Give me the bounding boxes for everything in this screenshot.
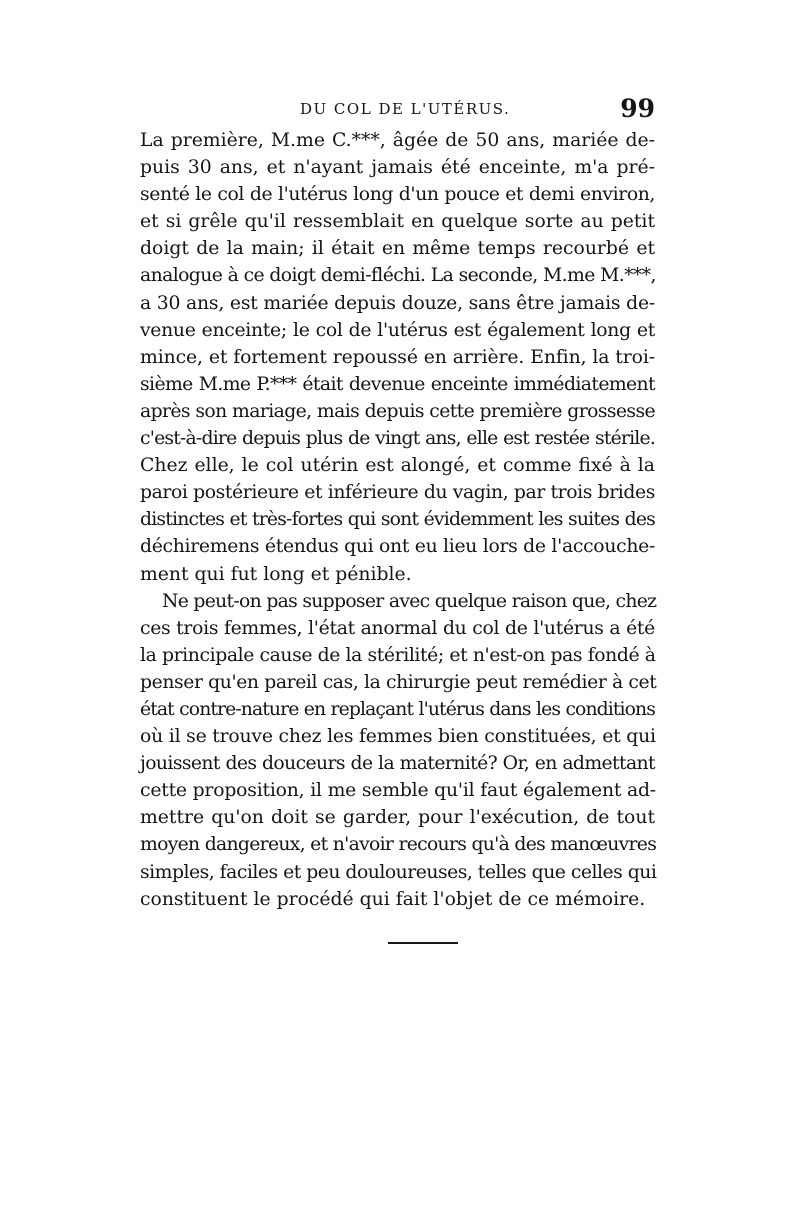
text-line: c'est-à-dire depuis plus de vingt ans, elle est restée stérile. bbox=[140, 428, 655, 450]
text-line: La première, M.me C.***, âgée de 50 ans, mariée de- bbox=[140, 130, 655, 151]
text-line: distinctes et très-fortes qui sont évidemment les suites des bbox=[140, 509, 655, 531]
paragraph-1 bbox=[140, 127, 655, 588]
text-line: où il se trouve chez les femmes bien constituées, et qui bbox=[140, 726, 656, 748]
text-line: senté le col de l'utérus long d'un pouce et demi environ, bbox=[140, 184, 655, 206]
paragraph-2 bbox=[140, 588, 655, 913]
end-rule bbox=[388, 942, 458, 944]
text-line: ces trois femmes, l'état anormal du col de l'utérus a été bbox=[140, 617, 655, 639]
text-line: état contre-nature en replaçant l'utérus dans les conditions bbox=[140, 698, 655, 720]
text-line: Chez elle, le col utérin est alongé, et comme fixé à la bbox=[140, 455, 655, 477]
text-line: mince, et fortement repoussé en arrière. Enfin, la troi- bbox=[140, 346, 655, 368]
body-text bbox=[140, 127, 655, 913]
text-line: puis 30 ans, et n'ayant jamais été enceinte, m'a pré- bbox=[140, 157, 655, 179]
text-line: après son mariage, mais depuis cette première grossesse bbox=[140, 400, 655, 422]
text-line: sième M.me P.*** était devenue enceinte immédiatement bbox=[140, 373, 655, 395]
text-line: a 30 ans, est mariée depuis douze, sans être jamais de- bbox=[140, 292, 656, 314]
text-line: constituent le procédé qui fait l'objet de ce mémoire. bbox=[140, 888, 646, 910]
text-line: moyen dangereux, et n'avoir recours qu'à des manœuvres bbox=[140, 834, 657, 856]
text-line: simples, faciles et peu douloureuses, telles que celles qui bbox=[140, 861, 657, 883]
text-line: analogue à ce doigt demi-fléchi. La seconde, M.me M.***, bbox=[140, 265, 656, 287]
text-line: penser qu'en pareil cas, la chirurgie peut remédier à cet bbox=[140, 671, 657, 693]
text-line: doigt de la main; il était en même temps recourbé et bbox=[140, 238, 655, 260]
text-line: venue enceinte; le col de l'utérus est également long et bbox=[140, 319, 655, 341]
text-line: paroi postérieure et inférieure du vagin, par trois brides bbox=[140, 482, 655, 504]
text-line: jouissent des douceurs de la maternité? Or, en admettant bbox=[140, 753, 655, 775]
text-line: Ne peut-on pas supposer avec quelque raison que, chez bbox=[162, 590, 657, 612]
text-line: la principale cause de la stérilité; et n'est-on pas fondé à bbox=[140, 644, 656, 666]
text-line: ment qui fut long et pénible. bbox=[140, 563, 412, 585]
running-title: DU COL DE L'UTÉRUS. bbox=[300, 100, 511, 118]
page-number: 99 bbox=[620, 94, 655, 123]
running-header bbox=[140, 94, 655, 124]
text-line: et si grêle qu'il ressemblait en quelque sorte au petit bbox=[140, 211, 655, 233]
text-line: mettre qu'on doit se garder, pour l'exécution, de tout bbox=[140, 807, 655, 829]
text-line: cette proposition, il me semble qu'il faut également ad- bbox=[140, 780, 656, 802]
text-line: déchiremens étendus qui ont eu lieu lors de l'accouche- bbox=[140, 536, 655, 558]
